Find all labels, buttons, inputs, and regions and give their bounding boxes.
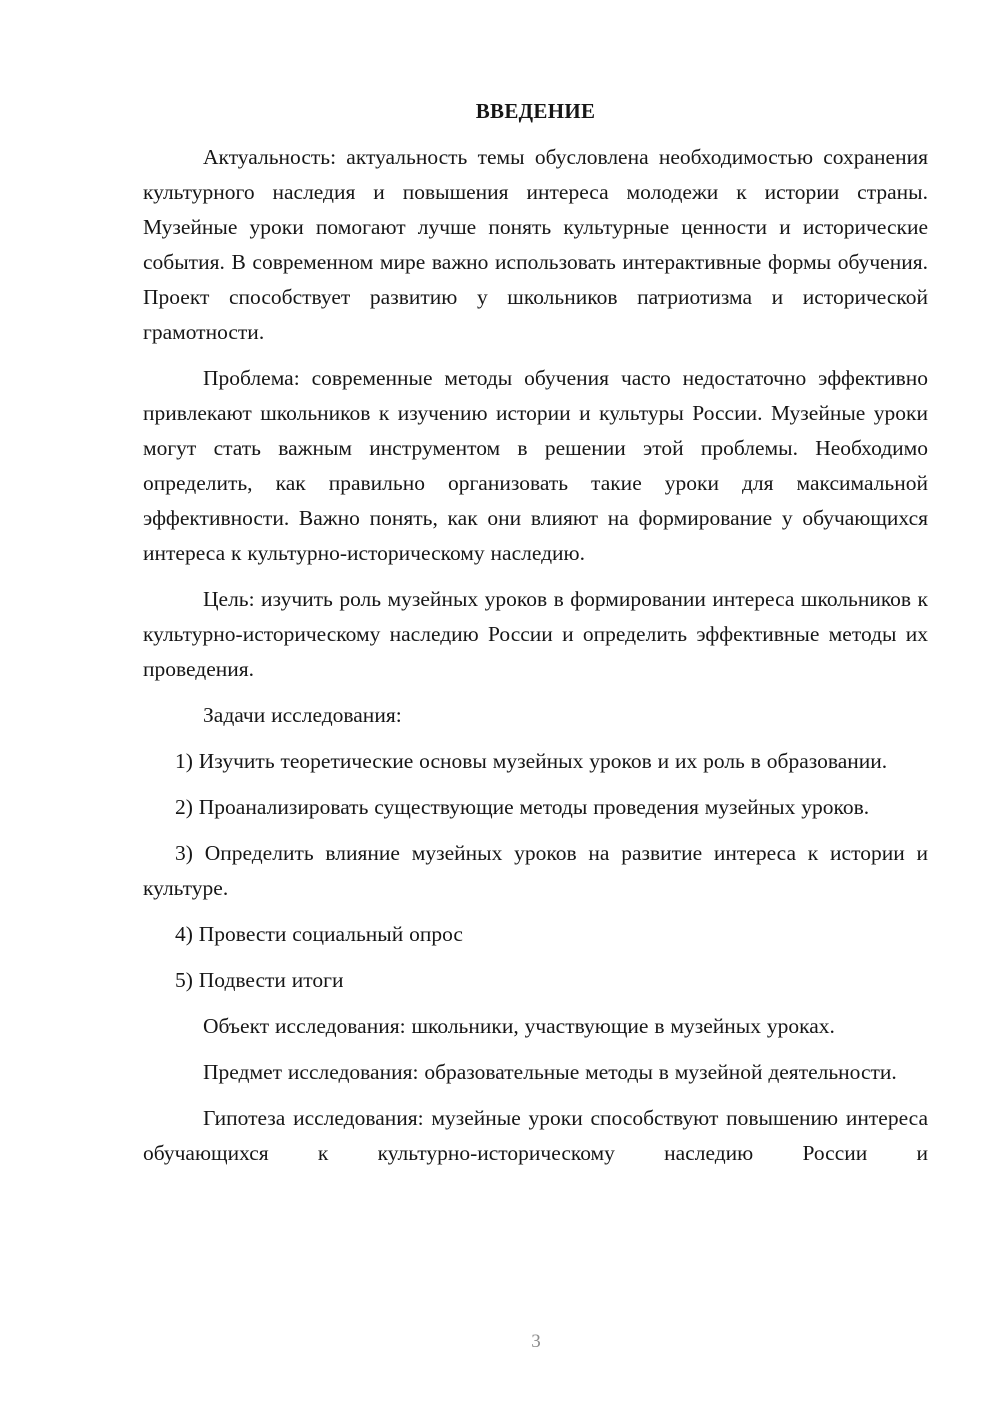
object-paragraph: Объект исследования: школьники, участвующие в музейных уроках. (203, 1014, 835, 1038)
task-item-3: 3) Определить влияние музейных уроков на развитие интереса к истории и культуре. (143, 841, 928, 900)
problem-paragraph: Проблема: современные методы обучения часто недостаточно эффективно привлекают школьников к изучению истории и культуры России. Музейные уроки могут стать важным инструментом в решении этой проблемы. Необходимо определить, как правильно организовать такие уроки для максимальной эффективности. Важно понять, как они влияют на формирование у обучающихся интереса к культурно-историческому наследию. (143, 366, 928, 565)
page-content (143, 96, 928, 1182)
page-number: 3 (531, 1331, 541, 1352)
tasks-heading: Задачи исследования: (203, 703, 402, 727)
relevance-paragraph: Актуальность: актуальность темы обусловлена необходимостью сохранения культурного наследия и повышения интереса молодежи к истории страны. Музейные уроки помогают лучше понять культурные ценности и исторические события. В современном мире важно использовать интерактивные формы обучения. Проект способствует развитию у школьников патриотизма и исторической грамотности. (143, 145, 928, 344)
task-item-1: 1) Изучить теоретические основы музейных уроков и их роль в образовании. (175, 749, 888, 773)
subject-paragraph: Предмет исследования: образовательные методы в музейной деятельности. (203, 1060, 897, 1084)
section-title: ВВЕДЕНИЕ (475, 99, 596, 123)
task-item-4: 4) Провести социальный опрос (175, 922, 463, 946)
goal-paragraph: Цель: изучить роль музейных уроков в формировании интереса школьников к культурно-историческому наследию России и определить эффективные методы их проведения. (143, 587, 928, 681)
task-item-2: 2) Проанализировать существующие методы проведения музейных уроков. (175, 795, 870, 819)
task-item-5: 5) Подвести итоги (175, 968, 344, 992)
hypothesis-paragraph: Гипотеза исследования: музейные уроки способствуют повышению интереса обучающихся к культурно-историческому наследию России и (143, 1106, 928, 1165)
